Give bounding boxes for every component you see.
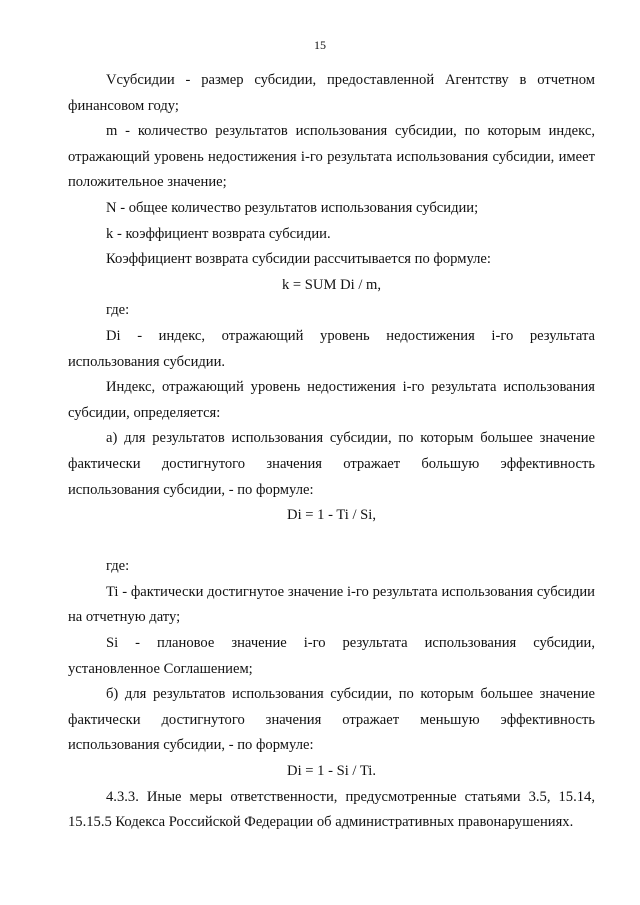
paragraph-di-definition: Di - индекс, отражающий уровень недостижения i-го результата использования субсидии. xyxy=(68,327,595,370)
formula-k: k = SUM Di / m, xyxy=(281,276,382,293)
paragraph-m-definition: m - количество результатов использования субсидии, по которым индекс, отражающий уровень недостижения i-го результата использования субсидии, имеет положительное значение; xyxy=(68,123,595,191)
paragraph-si-definition: Si - плановое значение i-го результата использования субсидии, установленное Соглашением; xyxy=(68,635,595,677)
blank-line xyxy=(68,529,595,555)
paragraph-v-subsidy-definition: Vсубсидии - размер субсидии, предоставленной Агентству в отчетном финансовом году; xyxy=(68,72,595,114)
paragraph-where-1: где: xyxy=(106,302,130,319)
paragraph-k-formula-intro: Коэффициент возврата субсидии рассчитывается по формуле: xyxy=(106,251,491,268)
formula-di-b: Di = 1 - Si / Ti. xyxy=(287,763,376,780)
paragraph-k-definition: k - коэффициент возврата субсидии. xyxy=(106,225,331,242)
paragraph-case-a: а) для результатов использования субсидии, по которым большее значение фактически достигнутого значения отражает большую эффективность использования субсидии, - по формуле: xyxy=(68,430,595,498)
paragraph-index-determination: Индекс, отражающий уровень недостижения i-го результата использования субсидии, определяется: xyxy=(68,379,595,421)
paragraph-where-2: где: xyxy=(106,558,130,575)
formula-di-a: Di = 1 - Ti / Si, xyxy=(287,507,376,524)
page-number: 15 xyxy=(314,38,326,52)
paragraph-4-3-3: 4.3.3. Иные меры ответственности, предусмотренные статьями 3.5, 15.14, 15.15.5 Кодекса Российской Федерации об административных правонарушениях. xyxy=(68,788,595,831)
paragraph-case-b: б) для результатов использования субсидии, по которым большее значение фактически достигнутого значения отражает меньшую эффективность использования субсидии, - по формуле: xyxy=(68,686,595,754)
paragraph-ti-definition: Ti - фактически достигнутое значение i-го результата использования субсидии на отчетную дату; xyxy=(68,583,595,626)
paragraph-n-definition: N - общее количество результатов использования субсидии; xyxy=(106,199,479,216)
document-body xyxy=(68,68,595,836)
